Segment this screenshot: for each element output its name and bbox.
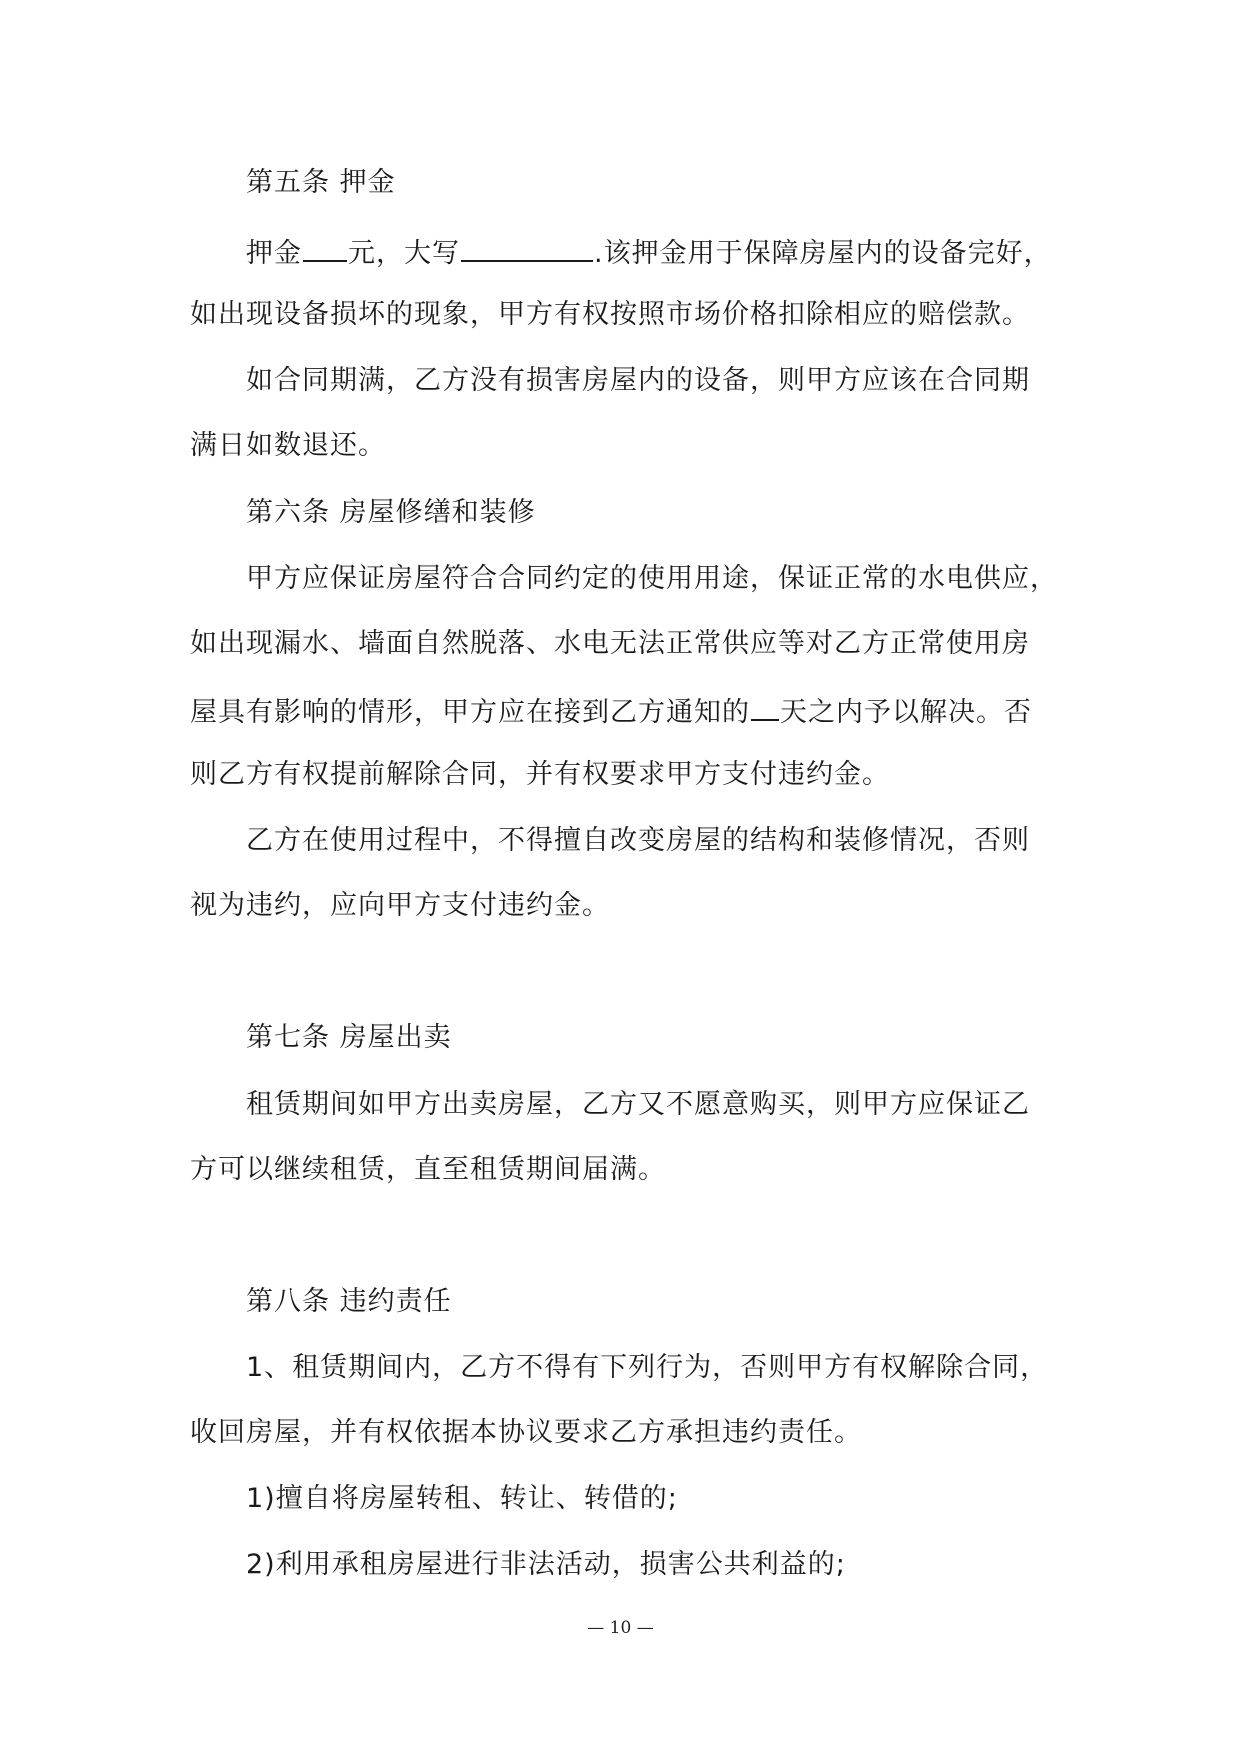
article-6-paragraph-1-line-4: 则乙方有权提前解除合同，并有权要求甲方支付违约金。 [190, 759, 890, 790]
article-5-paragraph-1-line-2: 如出现设备损坏的现象，甲方有权按照市场价格扣除相应的赔偿款。 [190, 299, 1030, 330]
article-5-heading: 第五条 押金 [246, 167, 396, 198]
page-number: — 10 — [587, 1618, 654, 1638]
notice-days-blank [751, 693, 779, 721]
article-8-item-1: 1)擅自将房屋转租、转让、转借的; [246, 1483, 678, 1514]
article-6-line-3-text-cont: 天之内予以解决。否 [780, 697, 1032, 728]
article-6-paragraph-1-line-2: 如出现漏水、墙面自然脱落、水电无法正常供应等对乙方正常使用房 [190, 628, 1030, 659]
article-6-heading: 第六条 房屋修缮和装修 [246, 497, 536, 528]
article-7-heading: 第七条 房屋出卖 [246, 1022, 452, 1053]
article-5-paragraph-2-line-2: 满日如数退还。 [190, 430, 386, 461]
article-6-paragraph-1-line-3 [190, 693, 1032, 730]
article-8-paragraph-1-line-1: 1、租赁期间内，乙方不得有下列行为，否则甲方有权解除合同， [246, 1352, 1049, 1383]
deposit-text-cont: .该押金用于保障房屋内的设备完好， [594, 238, 1052, 269]
deposit-text: 元，大写 [348, 238, 460, 269]
article-5-paragraph-2-line-1: 如合同期满，乙方没有损害房屋内的设备，则甲方应该在合同期 [246, 365, 1030, 396]
article-6-paragraph-2-line-2: 视为违约，应向甲方支付违约金。 [190, 890, 610, 921]
article-6-line-3-text: 屋具有影响的情形，甲方应在接到乙方通知的 [190, 697, 750, 728]
deposit-amount-blank [303, 234, 347, 262]
article-6-paragraph-1-line-1: 甲方应保证房屋符合合同约定的使用用途，保证正常的水电供应， [246, 563, 1058, 594]
deposit-uppercase-blank [461, 234, 593, 262]
article-5-paragraph-1-line-1 [246, 234, 1052, 271]
article-7-paragraph-1-line-1: 租赁期间如甲方出卖房屋，乙方又不愿意购买，则甲方应保证乙 [246, 1089, 1030, 1120]
article-7-paragraph-1-line-2: 方可以继续租赁，直至租赁期间届满。 [190, 1154, 666, 1185]
article-8-heading: 第八条 违约责任 [246, 1286, 452, 1317]
article-8-item-2: 2)利用承租房屋进行非法活动，损害公共利益的; [246, 1549, 846, 1580]
deposit-label: 押金 [246, 238, 302, 269]
article-6-paragraph-2-line-1: 乙方在使用过程中，不得擅自改变房屋的结构和装修情况，否则 [246, 825, 1030, 856]
article-8-paragraph-1-line-2: 收回房屋，并有权依据本协议要求乙方承担违约责任。 [190, 1417, 862, 1448]
